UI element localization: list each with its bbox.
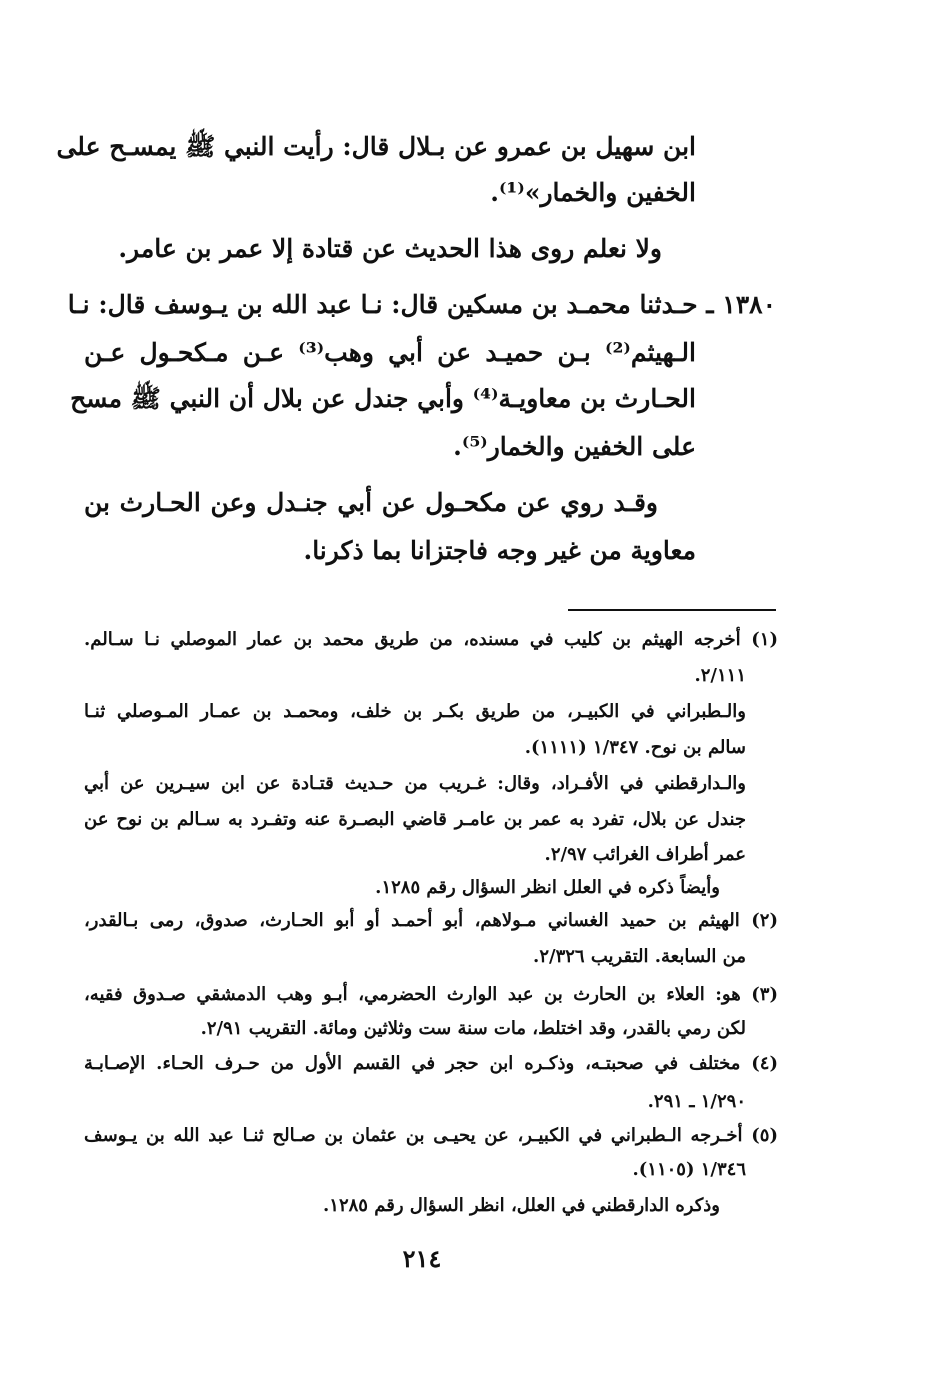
footnote-line: (٤) مختلف في صحبتـه، وذكـره ابن حجر في القسم الأول من حـرف الحـاء. الإصـابـة [84,1053,778,1074]
text-line: على الخفين والخمار⁽⁵⁾. [453,432,696,461]
footnote-line: والـدارقطني في الأفـراد، وقال: غـريب من حـديث قتـادة عن ابن سيـرين عن أبي [84,773,746,794]
text-line: الحـارث بن معاويـة⁽⁴⁾ وأبي جندل عن بلال أن النبي ﷺ مسح [70,384,696,413]
footnote-line: من السابعة. التقريب ٢/٣٢٦. [533,946,746,967]
footnote-line: سالم بن نوح. ١/٣٤٧ (١١١١). [524,737,746,758]
footnote-line: وأيضاً ذكره في العلل انظر السؤال رقم ١٢٨٥. [375,877,720,898]
footnote-line: ٢/١١١. [694,665,746,686]
footnote-line: ١/٢٩٠ ـ ٢٩١. [647,1091,746,1112]
footnote-separator [568,609,776,611]
footnote-line: جندل عن بلال، تفرد به عمر بن عامـر قاضي البصـرة عنه وتفـرد به سـالم بن نوح عن [84,809,746,830]
footnote-line: (٣) هو: العلاء بن الحارث بن عبد الوارث الحضرمي، أبـو وهب الدمشقي صـدوق فقيه، [84,984,778,1005]
text-line: ابن سهيل بن عمرو عن بـلال قال: رأيت النبي ﷺ يمسـح على [56,132,696,161]
text-line: وقـد روي عن مكحـول عن أبي جنـدل وعن الحـارث بن [84,488,658,517]
footnote-line: لكن رمي بالقدر، وقد اختلط، مات سنة ست وثلاثين ومائة. التقريب ٢/٩١. [200,1018,746,1039]
footnote-line: وذكره الدارقطني في العلل، انظر السؤال رقم ١٢٨٥. [323,1195,720,1216]
text-line: معاوية من غير وجه فاجتزانا بما ذكرنا. [303,536,696,565]
footnote-line: (٢) الهيثم بن حميد الغساني مـولاهم، أبو أحمـد أو أبو الحـارث، صدوق، رمى بـالقدر، [84,910,778,931]
text-line: الخفين والخمار»⁽¹⁾. [490,178,696,207]
text-line: ١٣٨٠ ـ حـدثنا محمـد بن مسكين قال: نـا عبد الله بن يـوسف قال: نـا [67,290,776,319]
footnote-line: عمر أطراف الغرائب ٢/٩٧. [544,844,746,865]
footnote-line: (٥) أخـرجه الـطبراني في الكبيـر، عن يحيـى بن عثمان بن صـالح ثنـا عبد الله بن يـوسف [84,1125,778,1146]
text-line: الـهيثم⁽²⁾ بـن حميـد عن أبي وهب⁽³⁾ عـن مـكحـول عـن [84,338,696,367]
footnote-line: (١) أخرجه الهيثم بن كليب في مسنده، من طريق محمد بن عمار الموصلي نـا سـالم. [84,629,778,650]
page-number: ٢١٤ [402,1244,442,1273]
footnote-line: ١/٣٤٦ (١١٠٥). [632,1159,746,1180]
text-line: ولا نعلم روى هذا الحديث عن قتادة إلا عمر بن عامر. [118,234,662,263]
footnote-line: والـطبراني في الكبيـر، من طريق بكـر بن خلف، ومحمـد بن عمـار المـوصلي ثنـا [84,701,746,722]
